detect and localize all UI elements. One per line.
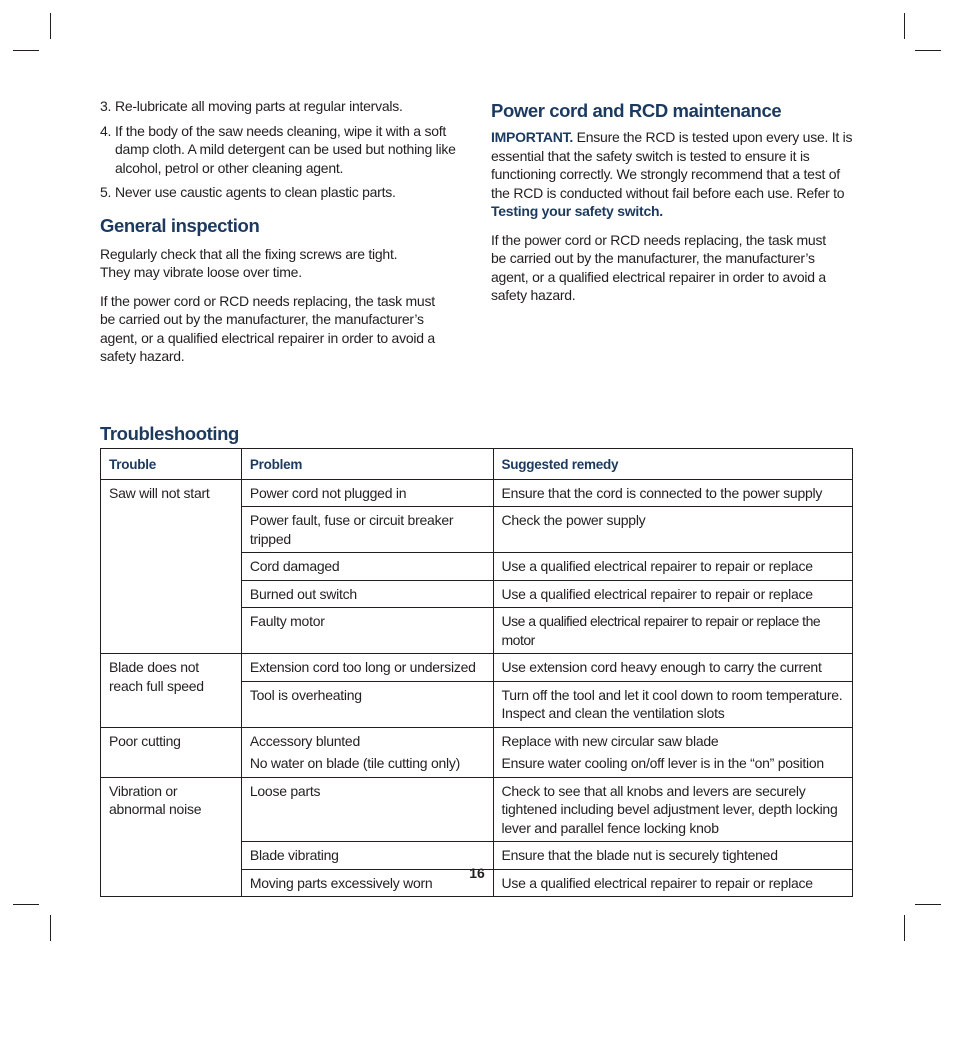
remedy-cell: Use a qualified electrical repairer to repair or replace <box>493 580 852 608</box>
problem-cell <box>241 727 493 777</box>
crop-mark <box>50 13 51 39</box>
power-cord-paragraph: If the power cord or RCD needs replacing, the task must be carried out by the manufacturer, the manufacturer’s agent, or a qualified electrical repairer in order to avoid a safety hazard. <box>491 231 826 303</box>
right-column <box>491 100 855 305</box>
crop-mark <box>13 50 39 51</box>
general-inspection-heading: General inspection <box>100 214 260 236</box>
list-text: If the body of the saw needs cleaning, wipe it with a soft damp cloth. A mild detergent can be used but nothing like alcohol, petrol or other cleaning agent. <box>115 122 456 176</box>
page-number: 16 <box>469 865 485 881</box>
problem-line: Accessory blunted <box>249 732 361 749</box>
remedy-cell <box>493 727 852 777</box>
remedy-cell: Use a qualified electrical repairer to repair or replace the motor <box>493 608 852 654</box>
crop-mark <box>50 915 51 941</box>
general-inspection-paragraph: If the power cord or RCD needs replacing, the task must be carried out by the manufacturer, the manufacturer’s agent, or a qualified electrical repairer in order to avoid a safety hazard. <box>100 292 435 364</box>
testing-safety-switch-reference: Testing your safety switch. <box>491 203 663 219</box>
problem-cell: Extension cord too long or undersized <box>241 654 493 682</box>
column-header: Problem <box>241 449 493 480</box>
table-row <box>101 479 853 507</box>
problem-cell: Faulty motor <box>241 608 493 654</box>
remedy-cell: Use extension cord heavy enough to carry the current <box>493 654 852 682</box>
list-item <box>100 122 472 178</box>
crop-mark <box>904 915 905 941</box>
left-column <box>100 97 472 366</box>
problem-cell: Moving parts excessively worn <box>241 869 493 897</box>
remedy-cell: Use a qualified electrical repairer to repair or replace <box>493 553 852 581</box>
problem-cell: Power fault, fuse or circuit breaker tripped <box>241 507 493 553</box>
general-inspection-paragraph: Regularly check that all the fixing screws are tight. They may vibrate loose over time. <box>100 245 398 280</box>
power-cord-text: Ensure the RCD is tested upon every use. It is essential that the safety switch is tested to ensure it is functioning correctly. We strongly recommend that a test of the RCD is conducted without fail before each use. Refer to <box>491 129 853 201</box>
remedy-cell: Check to see that all knobs and levers are securely tightened including bevel adjustment lever, depth locking lever and parallel fence locking knob <box>493 777 852 842</box>
trouble-cell: Saw will not start <box>101 479 242 654</box>
problem-cell: Cord damaged <box>241 553 493 581</box>
list-number: 3. <box>100 98 112 114</box>
list-text: Never use caustic agents to clean plastic parts. <box>115 184 396 200</box>
remedy-cell: Check the power supply <box>493 507 852 553</box>
trouble-cell: Vibration or abnormal noise <box>101 777 242 897</box>
remedy-line: Replace with new circular saw blade <box>501 732 719 749</box>
list-number: 4. <box>100 122 112 139</box>
remedy-cell: Ensure that the cord is connected to the power supply <box>493 479 852 507</box>
power-cord-paragraph <box>491 128 855 221</box>
list-item <box>100 183 472 202</box>
remedy-cell: Use a qualified electrical repairer to repair or replace <box>493 869 852 897</box>
table-row <box>101 727 853 777</box>
crop-mark <box>915 904 941 905</box>
problem-cell: Power cord not plugged in <box>241 479 493 507</box>
problem-cell: Burned out switch <box>241 580 493 608</box>
remedy-cell: Ensure that the blade nut is securely tightened <box>493 842 852 870</box>
crop-mark <box>915 50 941 51</box>
remedy-cell: Turn off the tool and let it cool down to room temperature. Inspect and clean the ventilation slots <box>493 681 852 727</box>
problem-cell: Tool is overheating <box>241 681 493 727</box>
list-text: Re-lubricate all moving parts at regular intervals. <box>115 98 403 114</box>
table-header-row <box>101 449 853 480</box>
problem-cell: Loose parts <box>241 777 493 842</box>
troubleshooting-table <box>100 448 853 897</box>
list-item <box>100 97 472 116</box>
crop-mark <box>13 904 39 905</box>
troubleshooting-heading: Troubleshooting <box>100 423 239 444</box>
list-number: 5. <box>100 184 112 200</box>
column-header: Suggested remedy <box>493 449 852 480</box>
important-label: IMPORTANT. <box>491 129 574 145</box>
table-row <box>101 654 853 682</box>
trouble-cell: Poor cutting <box>101 727 242 777</box>
problem-line: No water on blade (tile cutting only) <box>249 755 461 771</box>
column-header: Trouble <box>101 449 242 480</box>
trouble-cell: Blade does not reach full speed <box>101 654 242 728</box>
table-row <box>101 777 853 842</box>
remedy-line: Ensure water cooling on/off lever is in the “on” position <box>501 755 824 771</box>
crop-mark <box>904 13 905 39</box>
power-cord-heading: Power cord and RCD maintenance <box>491 100 782 121</box>
problem-cell: Blade vibrating <box>241 842 493 870</box>
